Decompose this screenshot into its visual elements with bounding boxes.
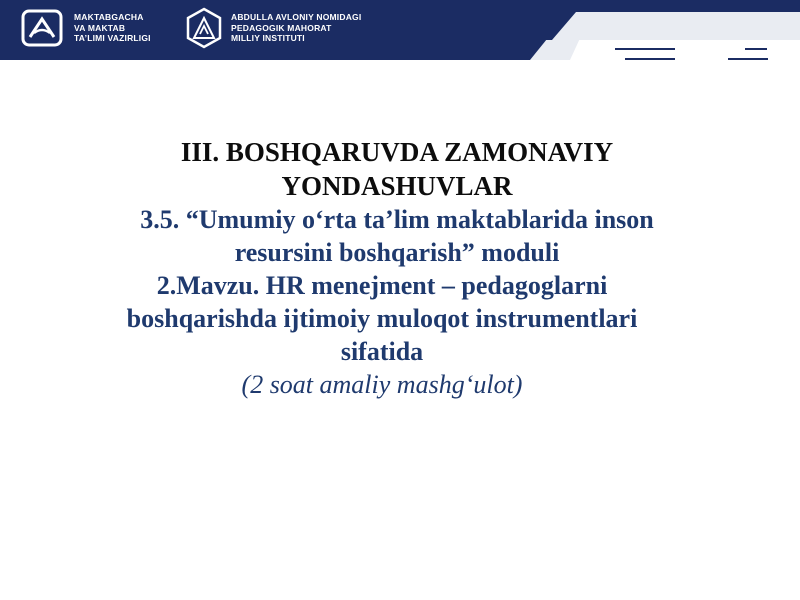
- ministry-logo: [20, 7, 151, 49]
- ministry-name-line: MAKTABGACHA: [74, 12, 144, 23]
- module-title-line: 3.5. “Umumiy o‘rta ta’lim maktablarida inson: [140, 205, 654, 234]
- topic-title: [10, 269, 754, 368]
- ministry-name-line: VA MAKTAB: [74, 22, 126, 33]
- decor-line: [728, 58, 768, 60]
- decor-line: [625, 58, 675, 60]
- triangle-emblem-icon: [185, 6, 223, 50]
- decor-line: [745, 48, 767, 50]
- header-notch: [570, 40, 800, 60]
- topic-title-line: sifatida: [340, 337, 424, 366]
- slide-content: [40, 135, 754, 401]
- institute-name-line: PEDAGOGIK MAHORAT: [231, 22, 332, 33]
- institute-name: [231, 12, 361, 44]
- ministry-name: [74, 12, 151, 44]
- session-note: (2 soat amaliy mashg‘ulot): [241, 370, 523, 399]
- section-heading-line: III. BOSHQARUVDA ZAMONAVIY: [180, 137, 614, 167]
- decor-line: [615, 48, 675, 50]
- institute-name-line: MILLIY INSTITUTI: [231, 33, 305, 44]
- topic-title-line: boshqarishda ijtimoiy muloqot instrumentlari: [126, 304, 638, 333]
- module-title: [40, 203, 754, 269]
- topic-title-line: 2.Mavzu. HR menejment – pedagoglarni: [156, 271, 608, 300]
- ministry-name-line: TA’LIMI VAZIRLIGI: [74, 33, 151, 44]
- book-icon: [20, 7, 66, 49]
- institute-name-line: ABDULLA AVLONIY NOMIDAGI: [231, 12, 362, 23]
- module-title-line: resursini boshqarish” moduli: [234, 238, 560, 267]
- institute-logo: [185, 6, 361, 50]
- section-heading: [40, 135, 754, 203]
- header-banner: [0, 0, 800, 60]
- section-heading-line: YONDASHUVLAR: [281, 171, 513, 201]
